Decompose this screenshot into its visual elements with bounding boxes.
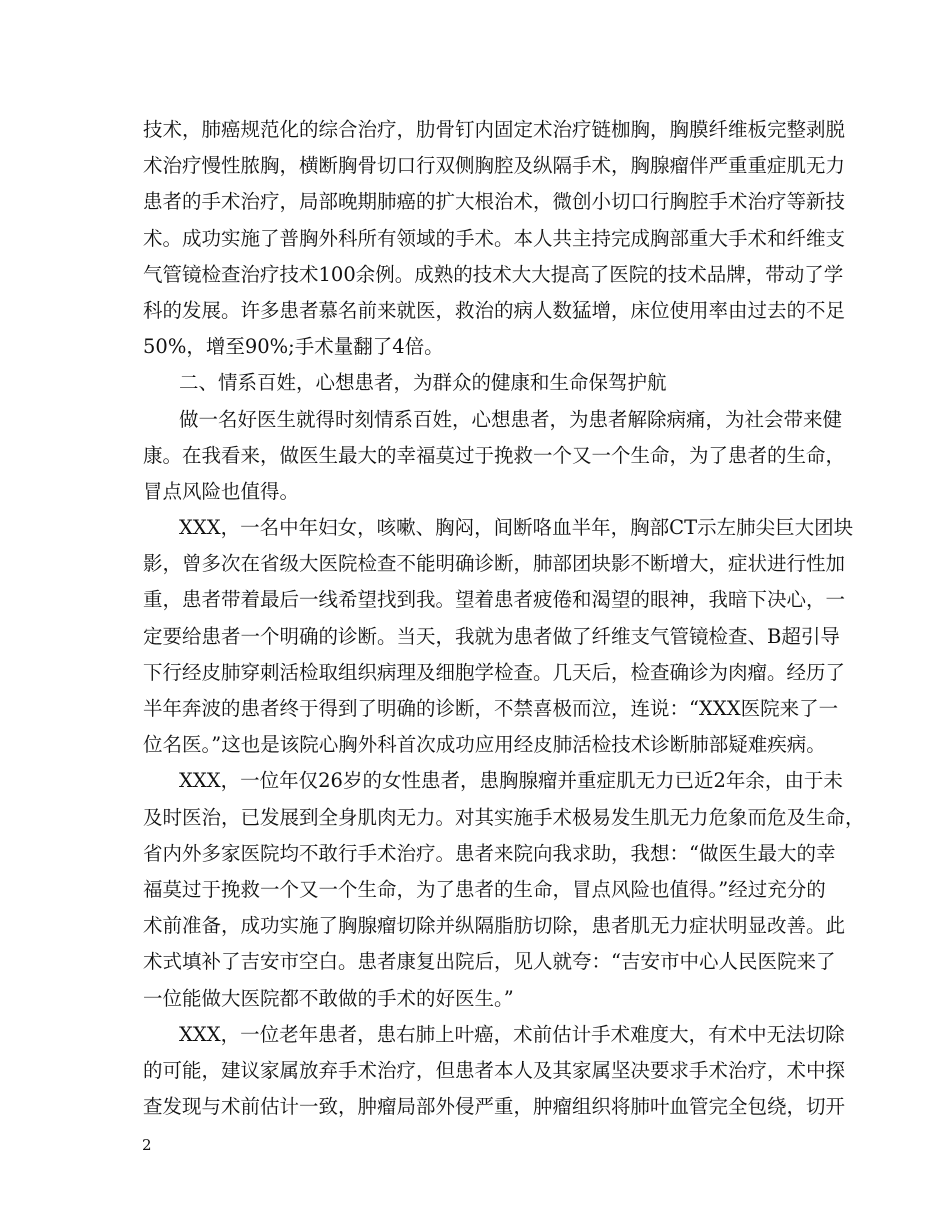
section-heading: 二、情系百姓，心想患者，为群众的健康和生命保驾护航 xyxy=(179,371,667,395)
paragraph-end-line: 位名医。”这也是该院心胸外科首次成功应用经皮肺活检技术诊断肺部疑难疾病。 xyxy=(143,733,826,757)
page-number: 2 xyxy=(142,1136,152,1154)
body-line: 康。在我看来，做医生最大的幸福莫过于挽救一个又一个生命，为了患者的生命， xyxy=(143,443,846,467)
body-line: 福莫过于挽救一个又一个生命，为了患者的生命，冒点风险也值得。”经过充分的 xyxy=(143,877,826,901)
body-line: 半年奔波的患者终于得到了明确的诊断，不禁喜极而泣，连说：“XXX医院来了一 xyxy=(143,697,839,720)
body-line: 术前准备，成功实施了胸腺瘤切除并纵隔脂肪切除，患者肌无力症状明显改善。此 xyxy=(143,914,846,938)
body-line: 科的发展。许多患者慕名前来就医，救治的病人数猛增，床位使用率由过去的不足 xyxy=(143,298,846,322)
body-line: 气管镜检查治疗技术100余例。成熟的技术大大提高了医院的技术品牌，带动了学 xyxy=(143,262,844,286)
body-line: 影，曾多次在省级大医院检查不能明确诊断，肺部团块影不断增大，症状进行性加 xyxy=(143,552,846,576)
paragraph-end-line: 冒点风险也值得。 xyxy=(143,479,300,503)
body-line: 患者的手术治疗，局部晚期肺癌的扩大根治术，微创小切口行胸腔手术治疗等新技 xyxy=(143,190,846,214)
paragraph-start-line: 做一名好医生就得时刻情系百姓，心想患者，为患者解除病痛，为社会带来健 xyxy=(179,407,843,431)
body-line: 重，患者带着最后一线希望找到我。望着患者疲倦和渴望的眼神，我暗下决心，一 xyxy=(143,588,846,612)
paragraph-start-line: XXX，一位老年患者，患右肺上叶癌，术前估计手术难度大，有术中无法切除 xyxy=(179,1022,845,1046)
body-line: 的可能，建议家属放弃手术治疗，但患者本人及其家属坚决要求手术治疗，术中探 xyxy=(143,1058,846,1082)
body-line: 查发现与术前估计一致，肿瘤局部外侵严重，肿瘤组织将肺叶血管完全包绕，切开 xyxy=(143,1095,846,1119)
body-line: 术治疗慢性脓胸，横断胸骨切口行双侧胸腔及纵隔手术，胸腺瘤伴严重重症肌无力 xyxy=(143,154,846,178)
body-line: 下行经皮肺穿刺活检取组织病理及细胞学检查。几天后，检查确诊为肉瘤。经历了 xyxy=(143,660,846,684)
body-line: 术式填补了吉安市空白。患者康复出院后，见人就夸：“吉安市中心人民医院来了 xyxy=(143,950,836,974)
body-line: 及时医治，已发展到全身肌肉无力。对其实施手术极易发生肌无力危象而危及生命， xyxy=(143,805,865,829)
body-line: 省内外多家医院均不敢行手术治疗。患者来院向我求助，我想：“做医生最大的幸 xyxy=(143,841,836,865)
body-line: 技术，肺癌规范化的综合治疗，肋骨钉内固定术治疗链枷胸，胸膜纤维板完整剥脱 xyxy=(143,118,846,141)
body-line: 定要给患者一个明确的诊断。当天，我就为患者做了纤维支气管镜检查、B超引导 xyxy=(143,624,840,648)
paragraph-start-line: XXX，一名中年妇女，咳嗽、胸闷，间断咯血半年，胸部CT示左肺尖巨大团块 xyxy=(179,516,854,540)
paragraph-end-line: 50%，增至90%;手术量翻了4倍。 xyxy=(143,335,444,359)
paragraph-start-line: XXX，一位年仅26岁的女性患者，患胸腺瘤并重症肌无力已近2年余，由于未 xyxy=(179,769,843,793)
body-line: 术。成功实施了普胸外科所有领域的手术。本人共主持完成胸部重大手术和纤维支 xyxy=(143,226,846,250)
paragraph-end-line: 一位能做大医院都不敢做的手术的好医生。” xyxy=(143,986,514,1010)
document-body xyxy=(143,112,865,1125)
